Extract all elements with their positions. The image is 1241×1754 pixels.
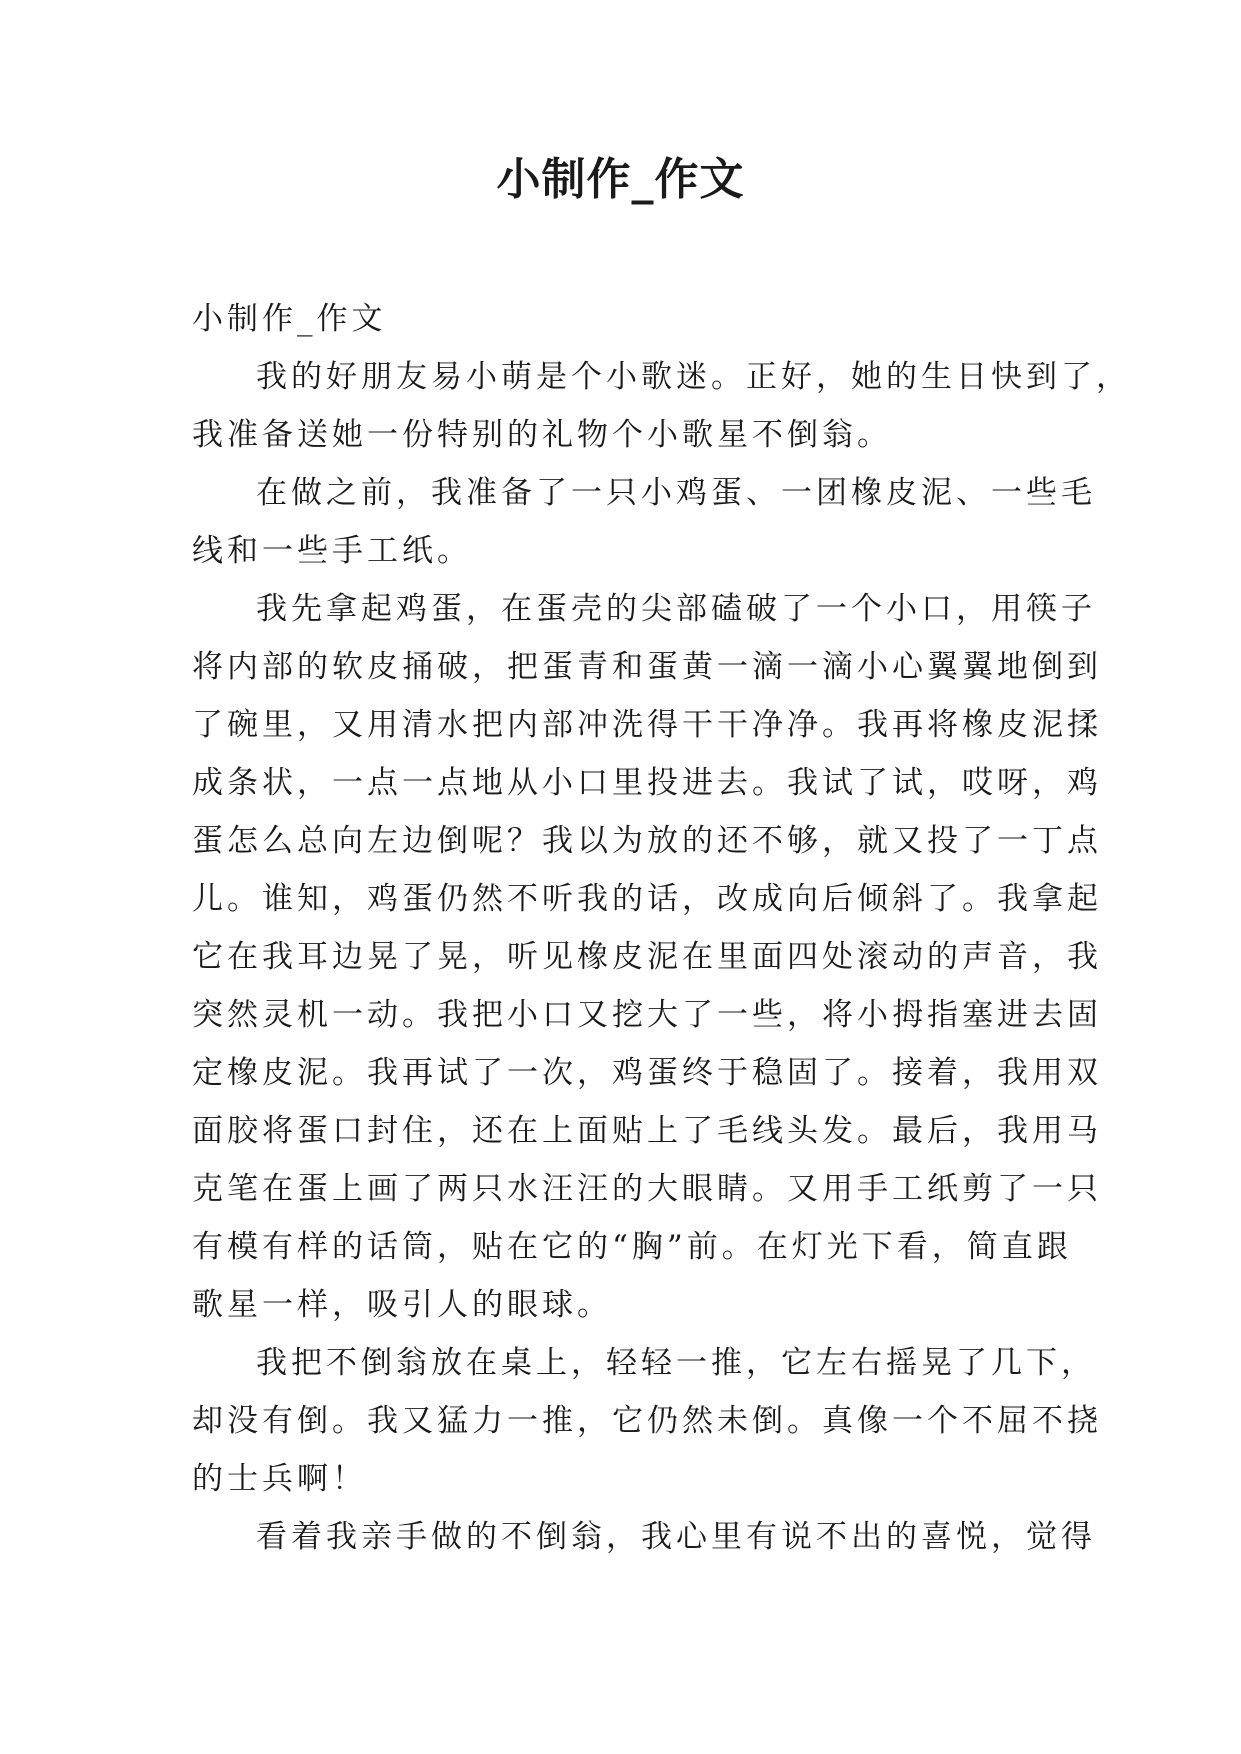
text-line: 我把不倒翁放在桌上，轻轻一推，它左右摇晃了几下， xyxy=(256,1345,1096,1381)
text-line: 我准备送她一份特别的礼物个小歌星不倒翁。 xyxy=(192,417,892,453)
text-line: 歌星一样，吸引人的眼球。 xyxy=(192,1287,612,1323)
text-line: 了碗里，又用清水把内部冲洗得干干净净。我再将橡皮泥揉 xyxy=(192,707,1102,743)
text-line: 突然灵机一动。我把小口又挖大了一些，将小拇指塞进去固 xyxy=(192,997,1102,1033)
text-line: 成条状，一点一点地从小口里投进去。我试了试，哎呀，鸡 xyxy=(192,765,1102,801)
text-line: 我先拿起鸡蛋，在蛋壳的尖部磕破了一个小口，用筷子 xyxy=(256,591,1096,627)
text-line: 我的好朋友易小萌是个小歌迷。正好，她的生日快到了， xyxy=(256,359,1131,395)
text-line: 在做之前，我准备了一只小鸡蛋、一团橡皮泥、一些毛 xyxy=(256,475,1096,511)
document-title: 小制作_作文 xyxy=(496,154,745,205)
text-line: 蛋怎么总向左边倒呢？我以为放的还不够，就又投了一丁点 xyxy=(192,823,1102,859)
text-line: 将内部的软皮捅破，把蛋青和蛋黄一滴一滴小心翼翼地倒到 xyxy=(192,649,1102,685)
text-line: 看着我亲手做的不倒翁，我心里有说不出的喜悦，觉得 xyxy=(256,1519,1096,1555)
text-line: 定橡皮泥。我再试了一次，鸡蛋终于稳固了。接着，我用双 xyxy=(192,1055,1102,1091)
text-line: 线和一些手工纸。 xyxy=(192,533,472,569)
text-line: 的士兵啊！ xyxy=(192,1461,367,1497)
text-line: 面胶将蛋口封住，还在上面贴上了毛线头发。最后，我用马 xyxy=(192,1113,1102,1149)
text-line: 却没有倒。我又猛力一推，它仍然未倒。真像一个不屈不挠 xyxy=(192,1403,1102,1439)
document-body xyxy=(192,290,1131,1566)
text-line: 儿。谁知，鸡蛋仍然不听我的话，改成向后倾斜了。我拿起 xyxy=(192,881,1102,917)
text-line: 克笔在蛋上画了两只水汪汪的大眼睛。又用手工纸剪了一只 xyxy=(192,1171,1102,1207)
document-subtitle: 小制作_作文 xyxy=(192,301,387,337)
text-line: 它在我耳边晃了晃，听见橡皮泥在里面四处滚动的声音，我 xyxy=(192,939,1102,975)
text-line: 有模有样的话筒，贴在它的“胸”前。在灯光下看，简直跟 xyxy=(192,1229,1072,1265)
